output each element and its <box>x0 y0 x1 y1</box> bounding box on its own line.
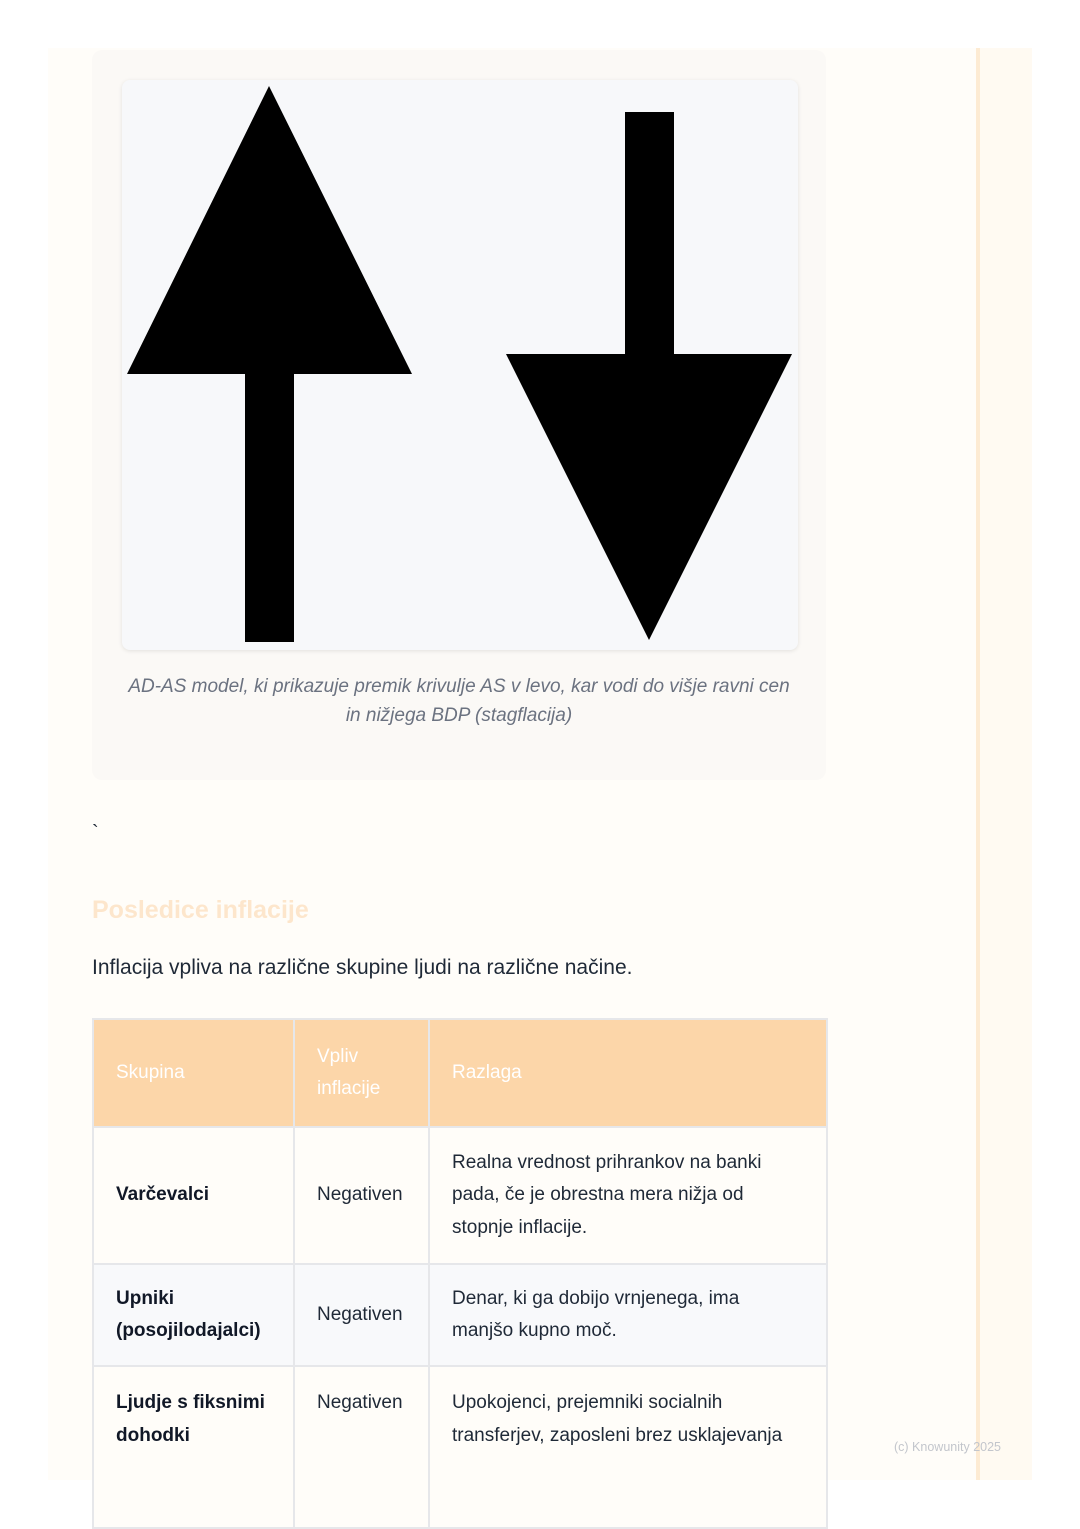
cell-explanation: Realna vrednost prihrankov na banki pada, če je obrestna mera nižja od stopnje inflacije. <box>429 1127 827 1264</box>
cell-explanation: Denar, ki ga dobijo vrnjenega, ima manjšo kupno moč. <box>429 1264 827 1366</box>
up-arrow-icon <box>127 86 412 642</box>
table-row <box>93 1366 827 1528</box>
cell-group: Upniki (posojilodajalci) <box>93 1264 294 1366</box>
header-impact: Vpliv inflacije <box>294 1019 429 1127</box>
section-heading: Posledice inflacije <box>92 896 309 924</box>
table-header-row <box>93 1019 827 1127</box>
cell-impact: Negativen <box>294 1366 429 1528</box>
down-arrow-icon <box>506 112 792 640</box>
cell-group: Varčevalci <box>93 1127 294 1264</box>
stray-backtick: ` <box>92 822 99 844</box>
table-row <box>93 1127 827 1264</box>
figure-image <box>122 80 798 650</box>
cell-group: Ljudje s fiksnimi dohodki <box>93 1366 294 1528</box>
footer-copyright: (c) Knowunity 2025 <box>894 1440 1002 1454</box>
cell-impact: Negativen <box>294 1264 429 1366</box>
cell-explanation: Upokojenci, prejemniki socialnih transferjev, zaposleni brez usklajevanja <box>429 1366 827 1528</box>
inflation-effects-table <box>92 1018 828 1529</box>
up-down-arrows-icon <box>122 80 798 650</box>
section-intro: Inflacija vpliva na različne skupine ljudi na različne načine. <box>92 956 633 979</box>
cell-impact: Negativen <box>294 1127 429 1264</box>
header-explanation: Razlaga <box>429 1019 827 1127</box>
page-side-margin <box>980 48 1032 1480</box>
header-group: Skupina <box>93 1019 294 1127</box>
figure-caption: AD-AS model, ki prikazuje premik krivulje AS v levo, kar vodi do višje ravni cen in nižjega BDP (stagflacija) <box>128 676 790 726</box>
table-row <box>93 1264 827 1366</box>
